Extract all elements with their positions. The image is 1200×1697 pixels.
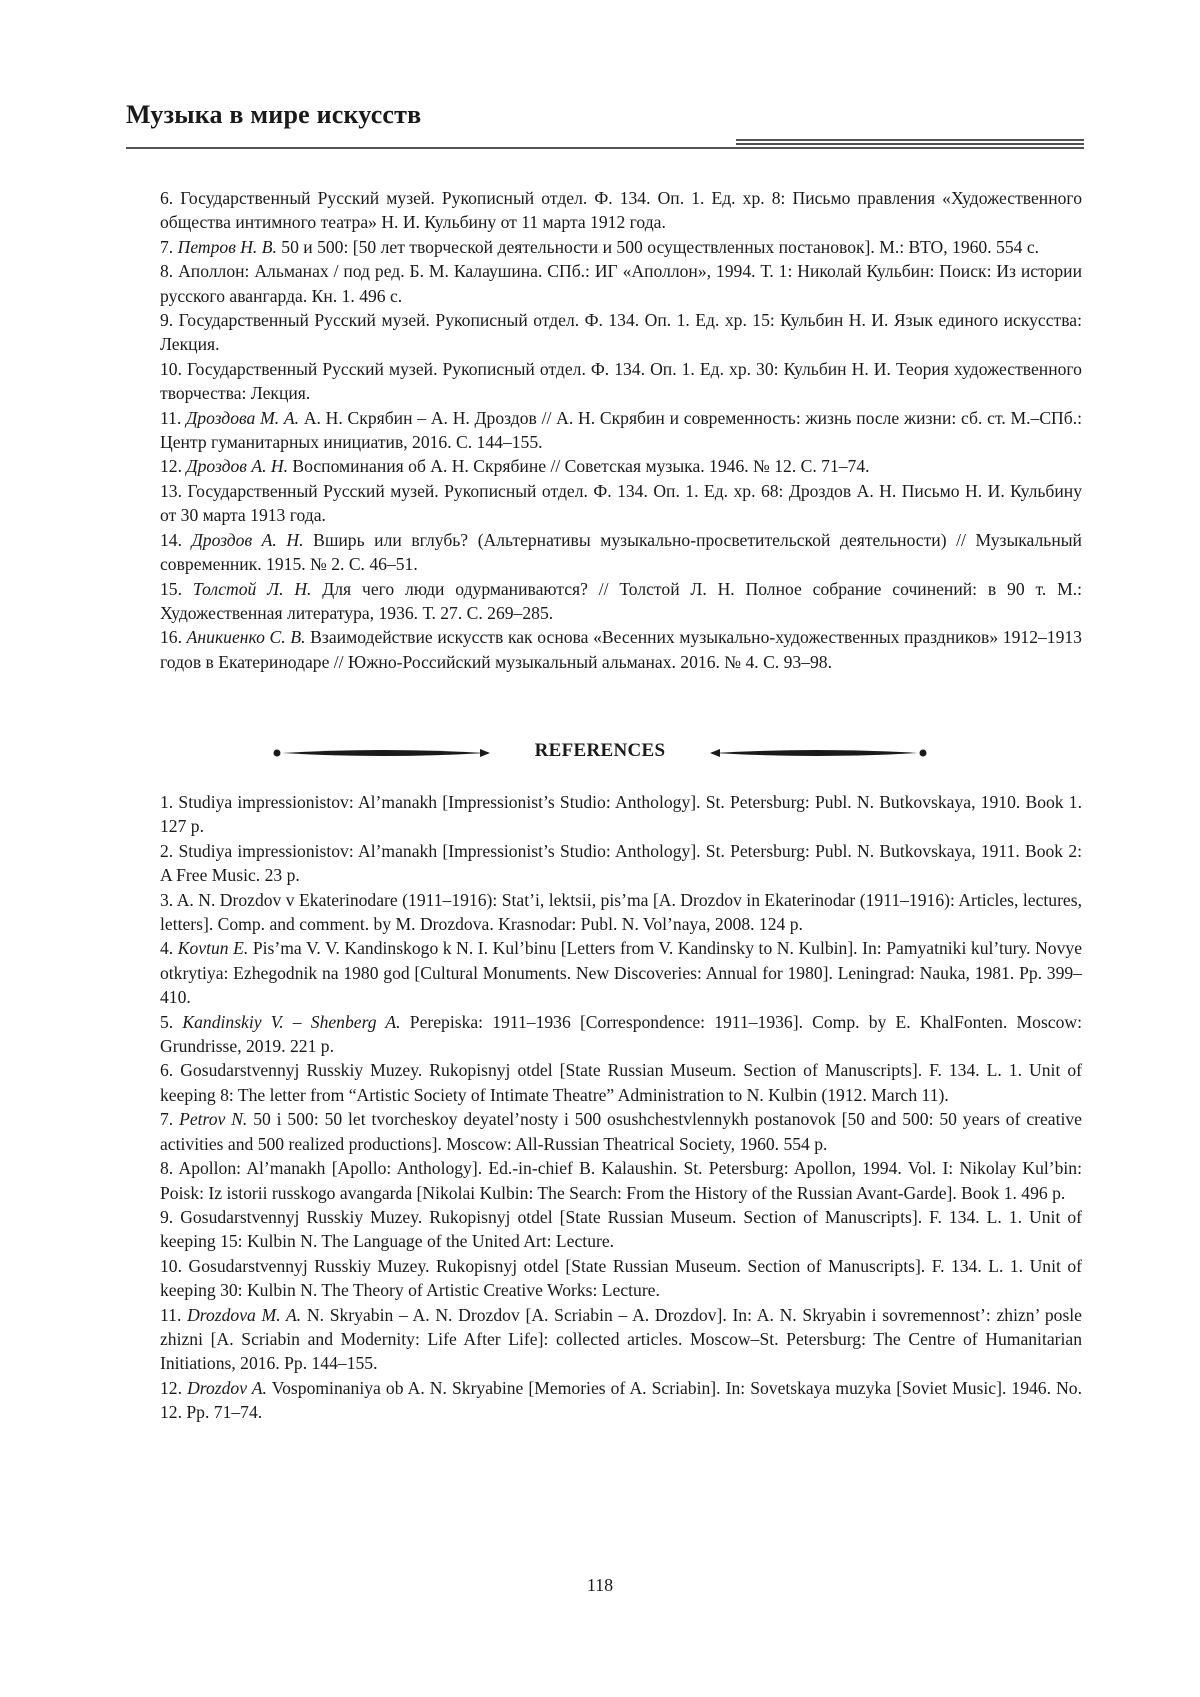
reference-item bbox=[160, 406, 1082, 455]
reference-number: 3. bbox=[160, 889, 174, 910]
reference-text: Pis’ma V. V. Kandinskogo k N. I. Kul’binu [Letters from V. Kandinsky to N. Kulbin]. In: Pamyatniki kul’tury. Novye otkrytiya: Ezhegodnik na 1980 god [Cultural Monuments. New Discoveries: Annual for 1980]. Leningrad: Nauka, 1981. Pp. 399–410. bbox=[160, 938, 1082, 1008]
reference-text: Apollon: Al’manakh [Apollo: Anthology]. Ed.-in-chief B. Kalaushin. St. Petersburg: Apollon, 1994. Vol. I: Nikolay Kul’bin: Poisk: Iz istorii russkogo avangarda [Nikolai Kulbin: The Search: From the History of the Russian Avant-Garde]. Book 1. 496 p. bbox=[160, 1158, 1082, 1203]
reference-item bbox=[160, 454, 1082, 478]
russian-reference-list bbox=[160, 186, 1082, 674]
reference-number: 15. bbox=[160, 578, 182, 599]
reference-number: 14. bbox=[160, 529, 182, 550]
reference-item bbox=[160, 1303, 1082, 1376]
reference-author: Petrov N. bbox=[179, 1109, 248, 1130]
reference-author: Kovtun E. bbox=[177, 938, 249, 959]
reference-author: Дроздова М. А. bbox=[186, 407, 300, 428]
reference-author: Дроздов А. Н. bbox=[186, 456, 288, 477]
reference-item bbox=[160, 357, 1082, 406]
reference-text: 50 i 500: 50 let tvorcheskoy deyatel’nosty i 500 osushchestvlennykh postanovok [50 and 500: 50 years of creative activities and 500 realized productions]. Moscow: All-Russian Theatrical Society, 1960. 554 p. bbox=[160, 1109, 1082, 1154]
reference-item bbox=[160, 936, 1082, 1009]
reference-number: 5. bbox=[160, 1011, 174, 1032]
reference-number: 9. bbox=[160, 1206, 174, 1227]
reference-author: Петров Н. В. bbox=[177, 236, 277, 257]
reference-number: 8. bbox=[160, 1158, 174, 1179]
reference-text: Gosudarstvennyj Russkiy Muzey. Rukopisnyj otdel [State Russian Museum. Section of Manuscripts]. F. 134. L. 1. Unit of keeping 30: Kulbin N. The Theory of Artistic Creative Works: Lecture. bbox=[160, 1255, 1082, 1301]
reference-item bbox=[160, 1156, 1082, 1205]
reference-number: 9. bbox=[160, 310, 174, 331]
reference-text: Gosudarstvennyj Russkiy Muzey. Rukopisnyj otdel [State Russian Museum. Section of Manuscripts]. F. 134. L. 1. Unit of keeping 15: Kulbin N. The Language of the United Art: Lecture. bbox=[160, 1206, 1082, 1252]
english-reference-list bbox=[160, 790, 1082, 1425]
reference-text: A. N. Drozdov v Ekaterinodare (1911–1916): Stat’i, lektsii, pis’ma [A. Drozdov in Ekaterinodar (1911–1916): Articles, lectures, letters]. Comp. and comment. by M. Drozdova. Krasnodar: Publ. N. Vol’naya, 2008. 124 p. bbox=[160, 889, 1082, 935]
reference-item bbox=[160, 1205, 1082, 1254]
reference-author: Толстой Л. Н. bbox=[192, 578, 312, 599]
reference-item bbox=[160, 790, 1082, 839]
reference-author: Аникиенко С. В. bbox=[186, 627, 306, 648]
reference-number: 12. bbox=[160, 1377, 182, 1398]
reference-text: Государственный Русский музей. Рукописный отдел. Ф. 134. Оп. 1. Ед. хр. 68: Дроздов А. Н. Письмо Н. И. Кульбину от 30 марта 1913 года. bbox=[160, 480, 1082, 526]
reference-text: Аполлон: Альманах / под ред. Б. М. Калаушина. СПб.: ИГ «Аполлон», 1994. Т. 1: Николай Кульбин: Поиск: Из истории русского авангарда. Кн. 1. 496 с. bbox=[160, 261, 1082, 306]
reference-number: 2. bbox=[160, 840, 174, 861]
reference-text: Studiya impressionistov: Al’manakh [Impressionist’s Studio: Anthology]. St. Petersburg: Publ. N. Butkovskaya, 1911. Book 2: A Free Music. 23 p. bbox=[160, 840, 1083, 886]
reference-number: 10. bbox=[160, 1255, 182, 1276]
reference-text: Gosudarstvennyj Russkiy Muzey. Rukopisnyj otdel [State Russian Museum. Section of Manuscripts]. F. 134. L. 1. Unit of keeping 8: The letter from “Artistic Society of Intimate Theatre” Administration to N. Kulbin (1912. March 11). bbox=[160, 1060, 1082, 1105]
reference-author: Drozdov A. bbox=[187, 1377, 267, 1398]
reference-author: Kandinskiy V. – Shenberg A. bbox=[182, 1011, 401, 1032]
reference-item bbox=[160, 186, 1082, 235]
reference-number: 11. bbox=[160, 407, 182, 428]
reference-author: Дроздов А. Н. bbox=[191, 529, 304, 550]
references-heading-block bbox=[270, 738, 930, 768]
reference-text: Вширь или вглубь? (Альтернативы музыкально-просветительской деятельности) // Музыкальный современник. 1915. № 2. С. 46–51. bbox=[160, 529, 1082, 575]
running-title: Музыка в мире искусств bbox=[126, 100, 422, 129]
reference-number: 16. bbox=[160, 627, 182, 648]
reference-text: Perepiska: 1911–1936 [Correspondence: 1911–1936]. Comp. by E. KhalFonten. Moscow: Grundrisse, 2019. 221 p. bbox=[160, 1011, 1082, 1057]
reference-item bbox=[160, 1010, 1082, 1059]
reference-number: 13. bbox=[160, 480, 182, 501]
reference-text: Studiya impressionistov: Al’manakh [Impressionist’s Studio: Anthology]. St. Petersburg: Publ. N. Butkovskaya, 1910. Book 1. 127 p. bbox=[160, 792, 1082, 837]
reference-item bbox=[160, 888, 1082, 937]
reference-text: Для чего люди одурманиваются? // Толстой Л. Н. Полное собрание сочинений: в 90 т. М.: Художественная литература, 1936. Т. 27. С. 269–285. bbox=[160, 578, 1082, 623]
reference-number: 1. bbox=[160, 792, 174, 812]
reference-item bbox=[160, 1058, 1082, 1107]
reference-item bbox=[160, 1107, 1082, 1156]
reference-text: Государственный Русский музей. Рукописный отдел. Ф. 134. Оп. 1. Ед. хр. 30: Кульбин Н. И. Теория художественного творчества: Лекция. bbox=[160, 358, 1082, 404]
page-number: 118 bbox=[586, 1575, 614, 1595]
reference-item bbox=[160, 1254, 1082, 1303]
right-ornament-icon bbox=[708, 746, 928, 760]
reference-text: N. Skryabin – A. N. Drozdov [A. Scriabin – A. Drozdov]. In: A. N. Skryabin i sovremennost’: zhizn’ posle zhizni [A. Scriabin and Modernity: Life After Life]: collected articles. Moscow–St. Petersburg: The Centre of Humanitarian Initiations, 2016. Pp. 144–155. bbox=[160, 1304, 1082, 1374]
reference-text: Государственный Русский музей. Рукописный отдел. Ф. 134. Оп. 1. Ед. хр. 15: Кульбин Н. И. Язык единого искусства: Лекция. bbox=[160, 310, 1082, 355]
reference-number: 8. bbox=[160, 261, 174, 282]
reference-text: Взаимодействие искусств как основа «Весенних музыкально-художественных праздников» 1912–1913 годов в Екатеринодаре // Южно-Российский музыкальный альманах. 2016. № 4. С. 93–98. bbox=[160, 627, 1082, 672]
references-heading: REFERENCES bbox=[534, 740, 666, 761]
reference-text: Vospominaniya ob A. N. Skryabine [Memories of A. Scriabin]. In: Sovetskaya muzyka [Soviet Music]. 1946. No. 12. Pp. 71–74. bbox=[160, 1377, 1082, 1423]
reference-text: А. Н. Скрябин – А. Н. Дроздов // А. Н. Скрябин и современность: жизнь после жизни: сб. ст. М.–СПб.: Центр гуманитарных инициатив, 2016. С. 144–155. bbox=[160, 407, 1082, 453]
reference-number: 10. bbox=[160, 358, 182, 379]
reference-number: 6. bbox=[160, 1060, 174, 1081]
reference-number: 7. bbox=[160, 1109, 174, 1130]
reference-number: 11. bbox=[160, 1304, 182, 1325]
reference-number: 4. bbox=[160, 938, 174, 959]
reference-text: 50 и 500: [50 лет творческой деятельности и 500 осуществленных постановок]. М.: ВТО, 1960. 554 с. bbox=[281, 236, 1040, 257]
reference-number: 7. bbox=[160, 236, 174, 257]
reference-item bbox=[160, 625, 1082, 674]
reference-number: 6. bbox=[160, 188, 174, 208]
reference-text: Воспоминания об А. Н. Скрябине // Советская музыка. 1946. № 12. С. 71–74. bbox=[292, 456, 870, 477]
header-rule bbox=[126, 138, 1084, 152]
reference-item bbox=[160, 479, 1082, 528]
reference-author: Drozdova M. A. bbox=[187, 1304, 302, 1325]
reference-item bbox=[160, 839, 1082, 888]
reference-item bbox=[160, 528, 1082, 577]
reference-item bbox=[160, 259, 1082, 308]
reference-number: 12. bbox=[160, 456, 182, 477]
reference-item bbox=[160, 577, 1082, 626]
reference-item bbox=[160, 235, 1082, 259]
reference-text: Государственный Русский музей. Рукописный отдел. Ф. 134. Оп. 1. Ед. хр. 8: Письмо правления «Художественного общества интимного театра» Н. И. Кульбину от 11 марта 1912 года. bbox=[160, 188, 1082, 233]
reference-item bbox=[160, 1376, 1082, 1425]
reference-item bbox=[160, 308, 1082, 357]
